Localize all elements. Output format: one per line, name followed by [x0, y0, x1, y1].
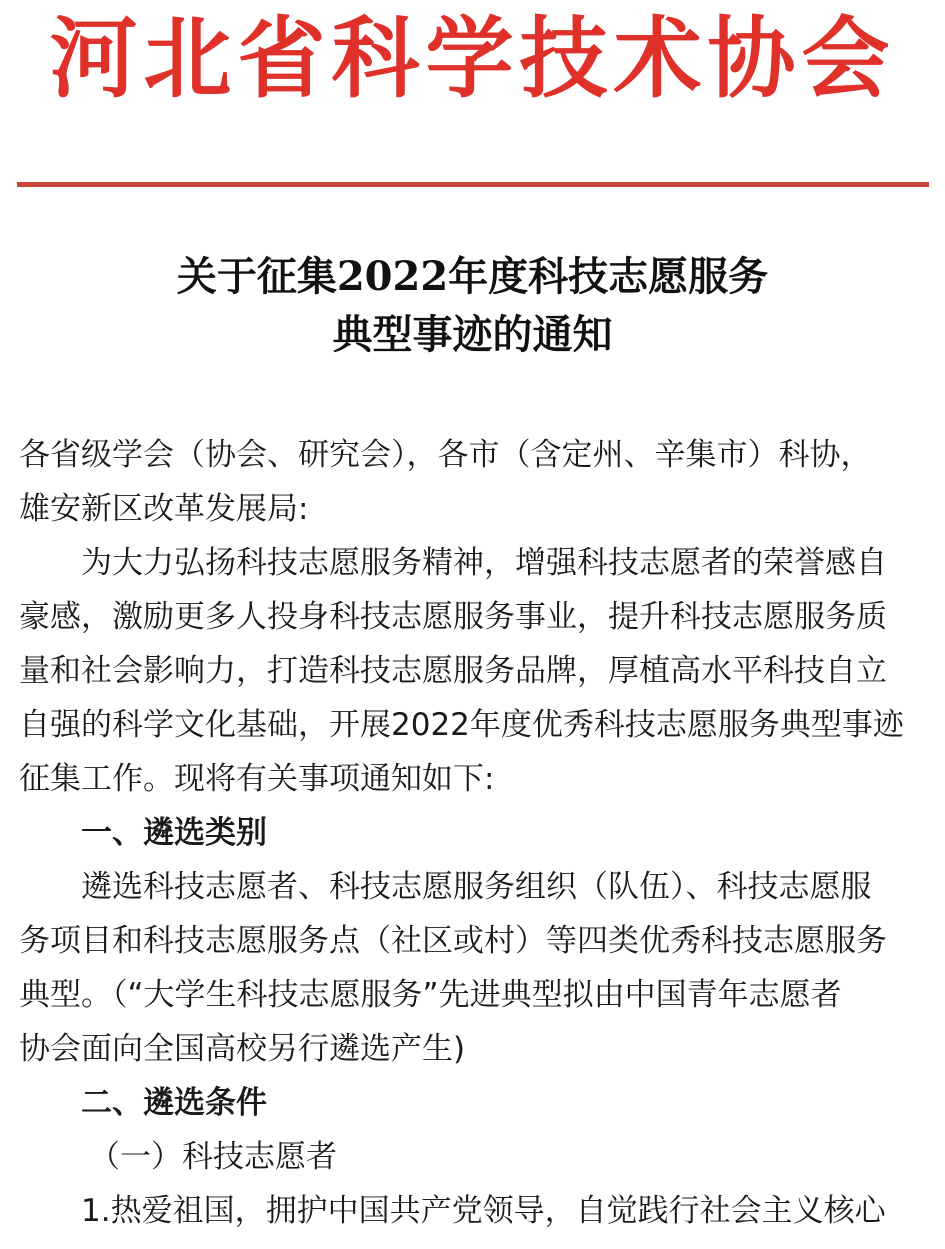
- document-title: [0, 248, 945, 364]
- intro-line-2: 豪感，激励更多人投身科技志愿服务事业，提升科技志愿服务质: [19, 599, 887, 635]
- section-2-line-1: 1.热爱祖国，拥护中国共产党领导，自觉践行社会主义核心: [81, 1193, 886, 1229]
- document-title-line-1: 关于征集2022年度科技志愿服务: [176, 253, 769, 300]
- intro-line-5: 征集工作。现将有关事项通知如下:: [19, 761, 495, 797]
- intro-line-4: 自强的科学文化基础，开展2022年度优秀科技志愿服务典型事迹: [19, 707, 904, 743]
- document-title-line-2: 典型事迹的通知: [332, 311, 613, 358]
- letterhead-organization-name: 河北省科学技术协会: [49, 6, 896, 110]
- document-body: [19, 428, 929, 1238]
- letterhead-red-rule: [17, 182, 929, 187]
- section-1-line-1: 遴选科技志愿者、科技志愿服务组织（队伍）、科技志愿服: [81, 869, 872, 905]
- section-1-line-3: 典型。（“大学生科技志愿服务”先进典型拟由中国青年志愿者: [19, 977, 842, 1013]
- section-1-heading: 一、遴选类别: [81, 815, 267, 851]
- salutation-line-1: 各省级学会（协会、研究会），各市（含定州、辛集市）科协，: [19, 437, 872, 473]
- intro-line-1: 为大力弘扬科技志愿服务精神，增强科技志愿者的荣誉感自: [81, 545, 887, 581]
- section-1-line-4: 协会面向全国高校另行遴选产生): [19, 1031, 466, 1067]
- section-2-subheading: （一）科技志愿者: [89, 1139, 337, 1175]
- intro-line-3: 量和社会影响力，打造科技志愿服务品牌，厚植高水平科技自立: [19, 653, 887, 689]
- section-1-line-2: 务项目和科技志愿服务点（社区或村）等四类优秀科技志愿服务: [19, 923, 887, 959]
- section-2-heading: 二、遴选条件: [81, 1085, 267, 1121]
- salutation-line-2: 雄安新区改革发展局:: [19, 491, 309, 527]
